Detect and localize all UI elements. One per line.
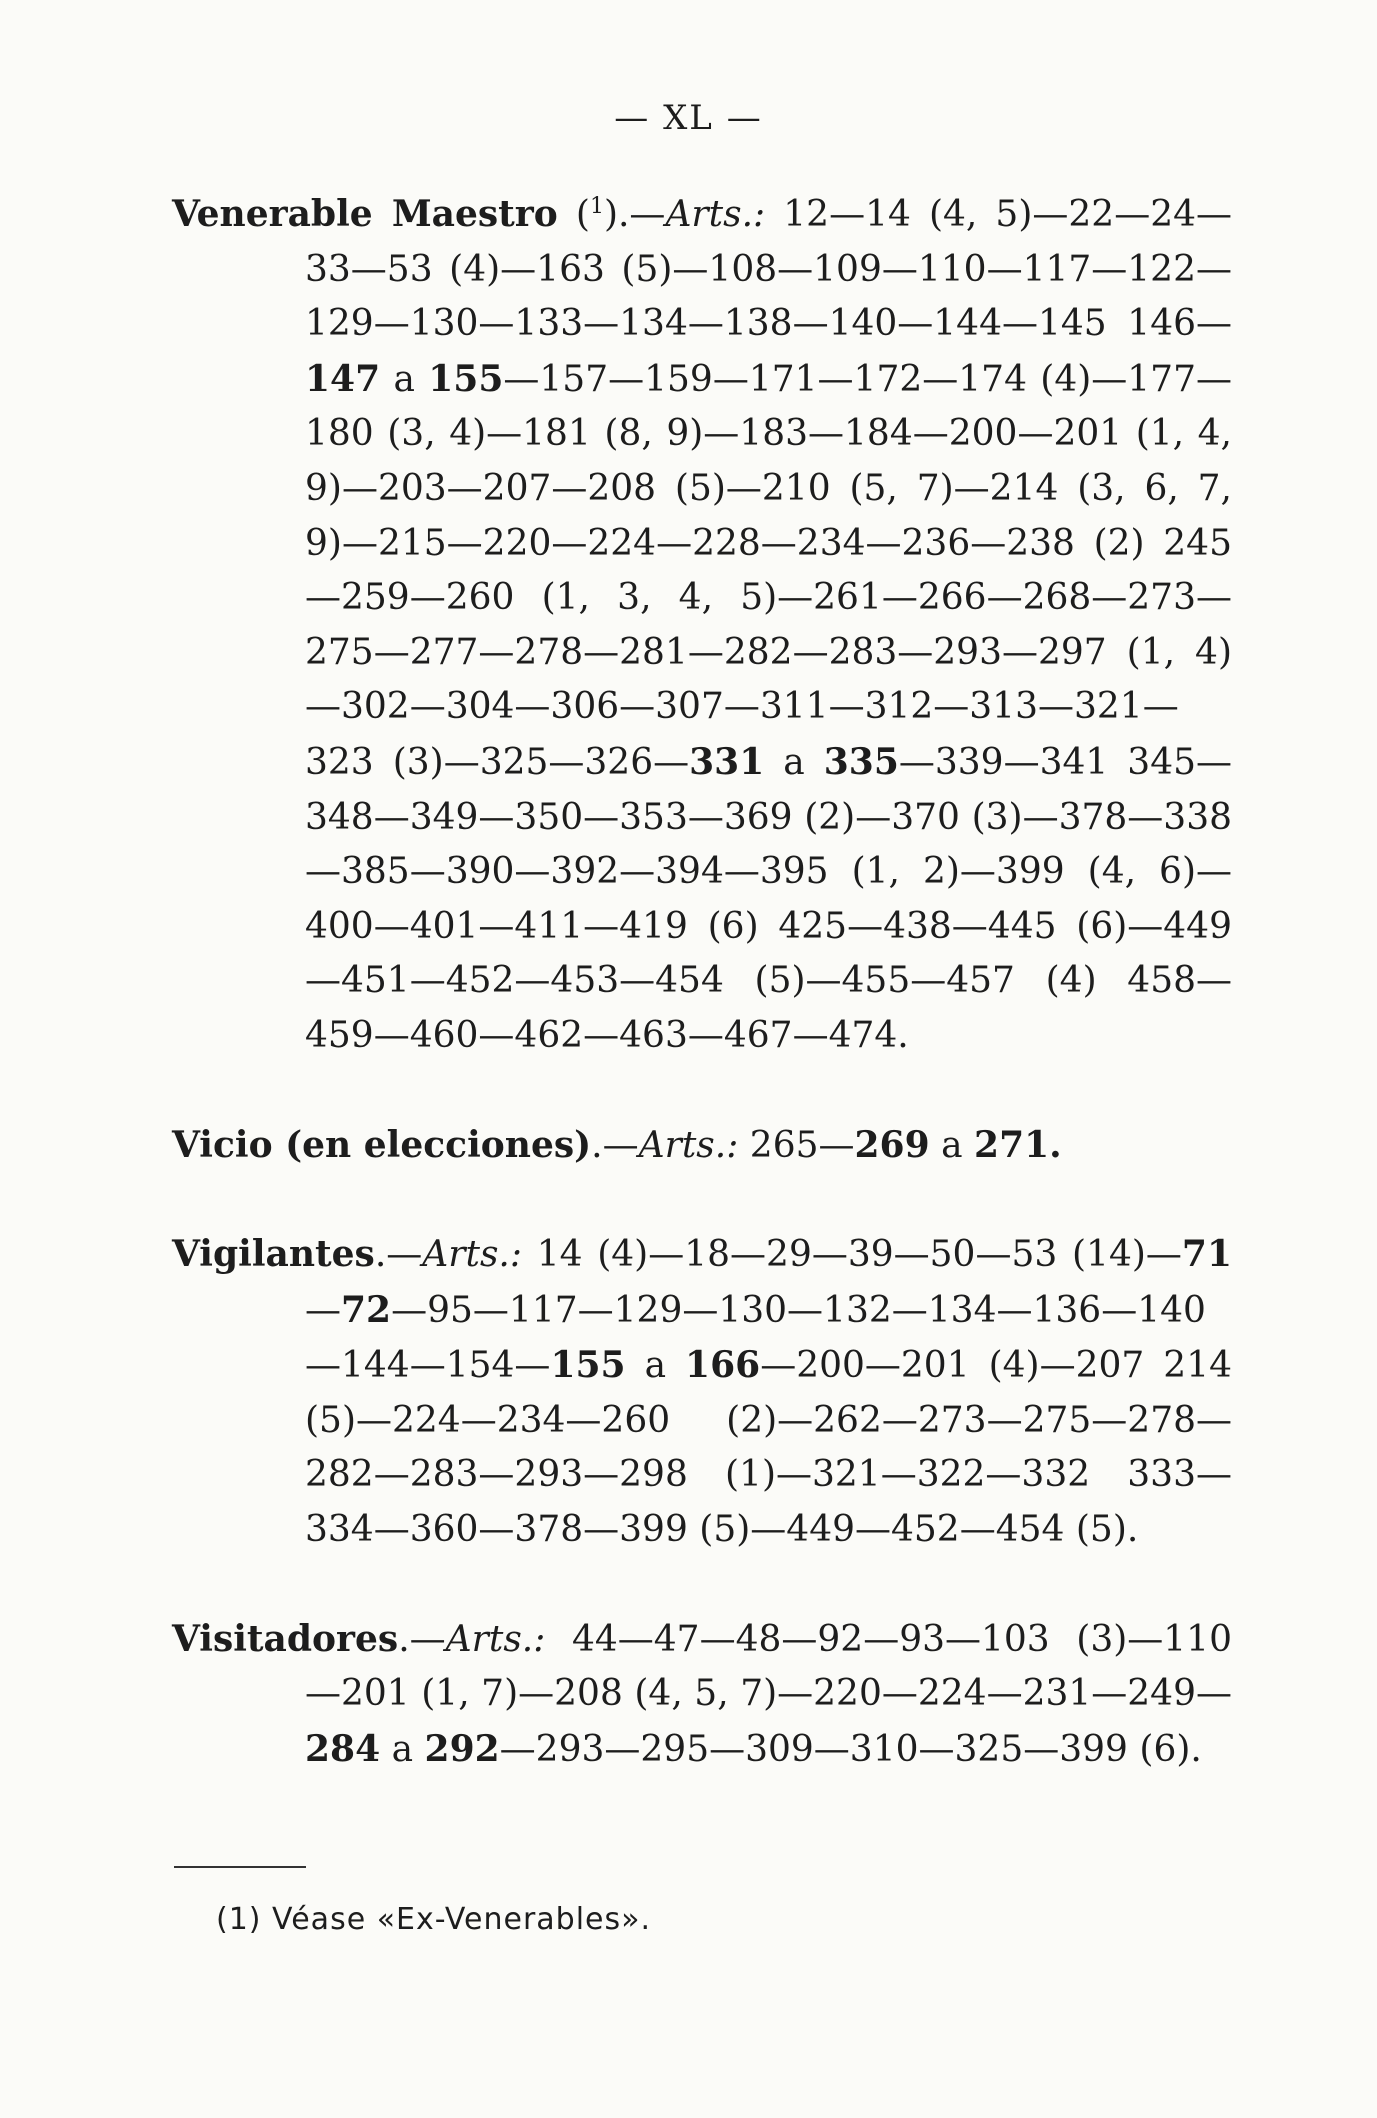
page-header: — XL — <box>614 98 763 138</box>
arts-abbreviation: Arts.: <box>445 1618 546 1660</box>
article-range-bold: 284 <box>305 1727 381 1770</box>
entry-separator: .— <box>374 1234 423 1276</box>
article-list: a <box>764 741 824 783</box>
arts-abbreviation: Arts.: <box>665 194 766 235</box>
entry-term: Visitadores <box>172 1617 399 1660</box>
arts-abbreviation: Arts.: <box>422 1234 522 1276</box>
article-range-bold: 155 <box>428 357 504 400</box>
article-list: a <box>380 358 429 400</box>
entry-separator: .— <box>591 1124 639 1166</box>
index-entry: Venerable Maestro ($^1$).—Arts.: 12—14 (4, 5)—22—24—33—53 (4)—163 (5)—108—109—110—117—122—129—130—133—134—138—140—144—145 146—147 a 155—157—159—171—172—174 (4)—177—180 (3, 4)—181 (8, 9)—183—184—200—201 (1, 4, 9)—203—207—208 (5)—210 (5, 7)—214 (3, 6, 7, 9)—215—220—224—228—234—236—238 (2) 245—259—260 (1, 3, 4, 5)—261—266—268—273—275—277—278—281—282—283—293—297 (1, 4)—302—304—306—307—311—312—313—321—323 (3)—325—326—331 a 335—339—341 345—348—349—350—353—369 (2)—370 (3)—378—338—385—390—392—394—395 (1, 2)—399 (4, 6)—400—401—411—419 (6) 425—438—445 (6)—449—451—452—453—454 (5)—455—457 (4) 458—459—460—462—463—467—474. <box>172 193 1232 1056</box>
index-entries <box>172 180 1232 1777</box>
article-list: a <box>625 1345 686 1387</box>
footnote-rule <box>174 1866 306 1868</box>
article-range-bold: 269 <box>854 1123 930 1166</box>
index-entry <box>172 1612 1232 1778</box>
entry-separator: .— <box>617 194 666 235</box>
article-list: —200—201 (4)—207 214 (5)—224—234—260 (2)—262—273—275—278—282—283—293—298 (1)—321—322—332 333—334—360—378—399 (5)—449—452—454 (5). <box>305 1345 1232 1551</box>
article-range-bold: 147 <box>305 357 381 400</box>
arts-abbreviation: Arts.: <box>638 1124 739 1166</box>
article-list: 44—47—48—92—93—103 (3)—110—201 (1, 7)—208 (4, 5, 7)—220—224—231—249— <box>305 1618 1232 1715</box>
index-entry <box>172 1118 1232 1174</box>
article-list: a <box>380 1728 425 1770</box>
article-list: —157—159—171—172—174 (4)—177—180 (3, 4)—181 (8, 9)—183—184—200—201 (1, 4, 9)—203—207—208 (5)—210 (5, 7)—214 (3, 6, 7, 9)—215—220—224—228—234—236—238 (2) 245—259—260 (1, 3, 4, 5)—261—266—268—273—275—277—278—281—282—283—293—297 (1, 4)—302—304—306—307—311—312—313—321—323 (3)—325—326— <box>305 358 1232 783</box>
footnote-ref: 1 <box>589 194 604 219</box>
entry-term: Vicio (en elecciones) <box>172 1123 592 1166</box>
article-range-bold: 331 <box>689 740 765 783</box>
article-list: —339—341 345—348—349—350—353—369 (2)—370 (3)—378—338—385—390—392—394—395 (1, 2)—399 (4, 6)—400—401—411—419 (6) 425—438—445 (6)—449—451—452—453—454 (5)—455—457 (4) 458—459—460—462—463—467—474. <box>305 741 1232 1056</box>
article-list: 265— <box>738 1124 855 1166</box>
entry-term: Venerable Maestro <box>172 193 558 235</box>
article-list: 12—14 (4, 5)—22—24—33—53 (4)—163 (5)—108—109—110—117—122—129—130—133—134—138—140—144—145 146— <box>305 194 1232 345</box>
article-range-bold: 71 <box>1181 1233 1232 1276</box>
article-range-bold: 72 <box>341 1288 392 1331</box>
article-range-bold: 166 <box>685 1344 761 1387</box>
article-list: —95—117—129—130—132—134—136—140—144—154— <box>305 1289 1206 1387</box>
article-list: a <box>929 1124 975 1166</box>
entry-term: Vigilantes <box>172 1233 375 1276</box>
index-entry <box>172 1227 1232 1558</box>
article-range-bold: 155 <box>550 1344 626 1387</box>
article-list: — <box>305 1289 341 1331</box>
article-range-bold: 292 <box>424 1727 500 1770</box>
footnote: (1) Véase «Ex-Venerables». <box>216 1902 652 1937</box>
article-list: 14 (4)—18—29—39—50—53 (14)— <box>522 1234 1182 1276</box>
article-range-bold: 335 <box>823 740 899 783</box>
article-list: —293—295—309—310—325—399 (6). <box>499 1728 1202 1770</box>
article-range-bold: 271. <box>974 1123 1062 1166</box>
entry-separator: .— <box>398 1618 446 1660</box>
